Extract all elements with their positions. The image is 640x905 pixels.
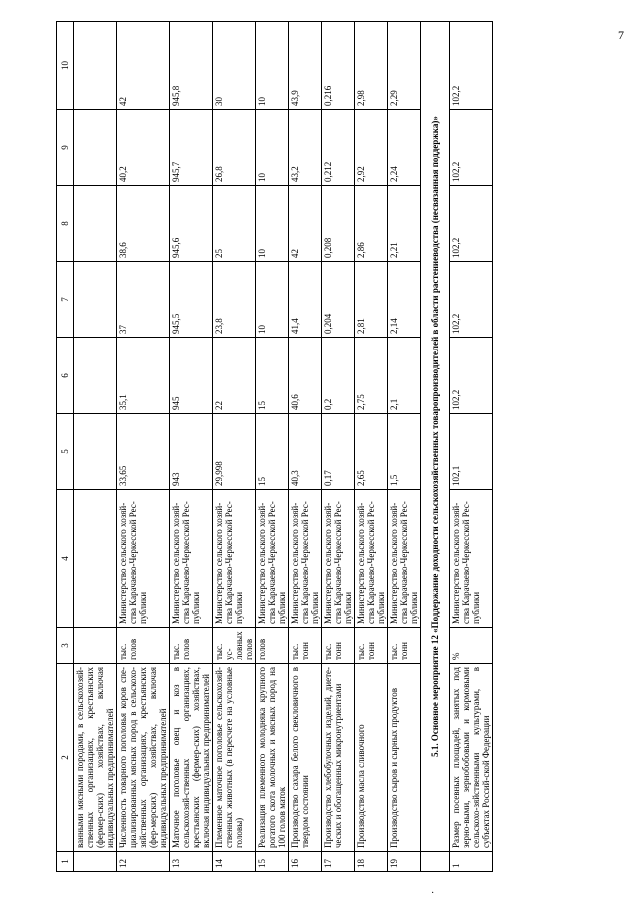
unit: тыс. тонн [355, 628, 388, 664]
value-col7: 10 [256, 262, 289, 338]
value-col7: 102,2 [450, 262, 493, 338]
unit: тыс. тонн [388, 628, 421, 664]
value-col7: 37 [117, 262, 170, 338]
table-row [256, 22, 289, 872]
row-number: 15 [256, 852, 289, 872]
unit: тыс. голов [170, 628, 213, 664]
column-number: 5 [57, 414, 74, 490]
unit: % [450, 628, 493, 664]
value-col10: 2,29 [388, 22, 421, 110]
value-col5: 40,3 [289, 414, 322, 490]
value-col5: 29,998 [213, 414, 256, 490]
value-col6: 35,1 [117, 338, 170, 414]
table-row [388, 22, 421, 872]
value-col6: 945 [170, 338, 213, 414]
value-col6: 40,6 [289, 338, 322, 414]
value-col9: 40,2 [117, 110, 170, 186]
value-col6: 0,2 [322, 338, 355, 414]
value-col6: 22 [213, 338, 256, 414]
indicator-name: Производство сыров и сырных продуктов [388, 664, 421, 852]
unit: голов [256, 628, 289, 664]
value-col8: 10 [256, 186, 289, 262]
column-number: 6 [57, 338, 74, 414]
value-col10: 102,2 [450, 22, 493, 110]
indicator-name: Производство сахара белого свекловичного в твердом состоянии [289, 664, 322, 852]
value-col7: 2,81 [355, 262, 388, 338]
responsible-body: Министерство сельского хозяй-ства Карачаево-Черкесской Рес-публики [256, 490, 289, 628]
row-number: 12 [117, 852, 170, 872]
indicator-name: ванными мясными породами, в сельскохозяй-ственных организациях, крестьянских (фермер-ских) хозяйствах, включая индивидуальных предпринимателей [74, 664, 117, 852]
rotated-table-container [56, 22, 584, 872]
row-number: 13 [170, 852, 213, 872]
column-number: 2 [57, 664, 74, 852]
value-col8: 102,2 [450, 186, 493, 262]
indicators-table [56, 21, 493, 872]
table-row [213, 22, 256, 872]
value-col7: 23,8 [213, 262, 256, 338]
value-col8: 38,6 [117, 186, 170, 262]
table-row [74, 22, 117, 872]
unit: тыс. тонн [322, 628, 355, 664]
row-number: 19 [388, 852, 421, 872]
value-col10: 945,8 [170, 22, 213, 110]
value-col9: 102,2 [450, 110, 493, 186]
value-col9: 10 [256, 110, 289, 186]
responsible-body: Министерство сельского хозяй-ства Карачаево-Черкесской Рес-публики [388, 490, 421, 628]
section-row [421, 22, 450, 872]
unit: тыс. голов [117, 628, 170, 664]
value-col9: 945,7 [170, 110, 213, 186]
value-col7: 2,14 [388, 262, 421, 338]
column-number: 10 [57, 22, 74, 110]
value-col7: 0,204 [322, 262, 355, 338]
unit: тыс. тонн [289, 628, 322, 664]
page-number: 7 [618, 28, 624, 42]
value-col8: 0,208 [322, 186, 355, 262]
indicator-name: Племенное маточное поголовье сельскохозяй-ственных животных (в пересчете на условные головы) [213, 664, 256, 852]
responsible-body: Министерство сельского хозяй-ства Карачаево-Черкесской Рес-публики [213, 490, 256, 628]
row-number: 16 [289, 852, 322, 872]
value-col5: 1,5 [388, 414, 421, 490]
table-row [322, 22, 355, 872]
responsible-body [74, 490, 117, 628]
table-row [450, 22, 493, 872]
value-col9 [74, 110, 117, 186]
responsible-body: Министерство сельского хозяй-ства Карачаево-Черкесской Рес-публики [322, 490, 355, 628]
table-row [117, 22, 170, 872]
responsible-body: Министерство сельского хозяй-ства Карачаево-Черкесской Рес-публики [117, 490, 170, 628]
column-number: 9 [57, 110, 74, 186]
value-col7 [74, 262, 117, 338]
value-col5: 2,65 [355, 414, 388, 490]
value-col10: 43,9 [289, 22, 322, 110]
value-col8 [74, 186, 117, 262]
value-col10: 2,98 [355, 22, 388, 110]
value-col5: 15 [256, 414, 289, 490]
value-col8: 2,21 [388, 186, 421, 262]
table-row [289, 22, 322, 872]
value-col6: 2,75 [355, 338, 388, 414]
value-col6: 2,1 [388, 338, 421, 414]
column-number-row [57, 22, 74, 872]
value-col5: 0,17 [322, 414, 355, 490]
value-col8: 42 [289, 186, 322, 262]
column-number: 4 [57, 490, 74, 628]
indicator-name: Производство хлебобулочных изделий, диете-ческих и обогащенных микронутриентами [322, 664, 355, 852]
value-col5 [74, 414, 117, 490]
row-number: 17 [322, 852, 355, 872]
value-col6: 15 [256, 338, 289, 414]
value-col10: 30 [213, 22, 256, 110]
indicator-name: Производство масла сливочного [355, 664, 388, 852]
row-number [74, 852, 117, 872]
value-col10: 10 [256, 22, 289, 110]
value-col5: 943 [170, 414, 213, 490]
value-col7: 945,5 [170, 262, 213, 338]
responsible-body: Министерство сельского хозяй-ства Карачаево-Черкесской Рес-публики [289, 490, 322, 628]
responsible-body: Министерство сельского хозяй-ства Карачаево-Черкесской Рес-публики [450, 490, 493, 628]
table-row [170, 22, 213, 872]
row-number: 18 [355, 852, 388, 872]
value-col6: 102,2 [450, 338, 493, 414]
column-number: 3 [57, 628, 74, 664]
value-col5: 33,65 [117, 414, 170, 490]
row-number: 1 [450, 852, 493, 872]
value-col9: 0,212 [322, 110, 355, 186]
value-col8: 25 [213, 186, 256, 262]
value-col8: 945,6 [170, 186, 213, 262]
column-number: 8 [57, 186, 74, 262]
value-col9: 2,24 [388, 110, 421, 186]
responsible-body: Министерство сельского хозяй-ства Карачаево-Черкесской Рес-публики [170, 490, 213, 628]
indicator-name: Маточное поголовье овец и коз в сельскохозяй-ственных организациях, крестьянских (фермер-ских) хозяйствах, включая индивидуальных предпринимателей [170, 664, 213, 852]
value-col10: 42 [117, 22, 170, 110]
row-number: 14 [213, 852, 256, 872]
value-col7: 41,4 [289, 262, 322, 338]
indicator-name: Реализация племенного молодняка крупного рогатого скота молочных и мясных пород на 100 голов маток [256, 664, 289, 852]
indicator-name: Численность товарного поголовья коров спе-циализированных мясных пород в сельскохо-зяйственных организациях, крестьянских (фер-мерских) хозяйствах, включая индивидуальных предпринимателей [117, 664, 170, 852]
responsible-body: Министерство сельского хозяй-ства Карачаево-Черкесской Рес-публики [355, 490, 388, 628]
value-col5: 102,1 [450, 414, 493, 490]
section-title: 5.1. Основное мероприятие 12 «Поддержание доходности сельскохозяйственных товаропроизводителей в области растениеводства (несвязанная поддержка)» [421, 22, 450, 852]
value-col10: 0,216 [322, 22, 355, 110]
column-number: 1 [57, 852, 74, 872]
footer-mark: · [431, 888, 435, 899]
unit: тыс. ус-ловных голов [213, 628, 256, 664]
value-col9: 26,8 [213, 110, 256, 186]
indicator-name: Размер посевных площадей, занятых под зерно-выми, зернобобовыми и кормовыми сельскохо-зяйственными культурами, в субъектах Россий-ской Федерации [450, 664, 493, 852]
value-col8: 2,86 [355, 186, 388, 262]
value-col9: 2,92 [355, 110, 388, 186]
table-row [355, 22, 388, 872]
value-col6 [74, 338, 117, 414]
value-col9: 43,2 [289, 110, 322, 186]
empty-cell [421, 852, 450, 872]
column-number: 7 [57, 262, 74, 338]
value-col10 [74, 22, 117, 110]
unit [74, 628, 117, 664]
